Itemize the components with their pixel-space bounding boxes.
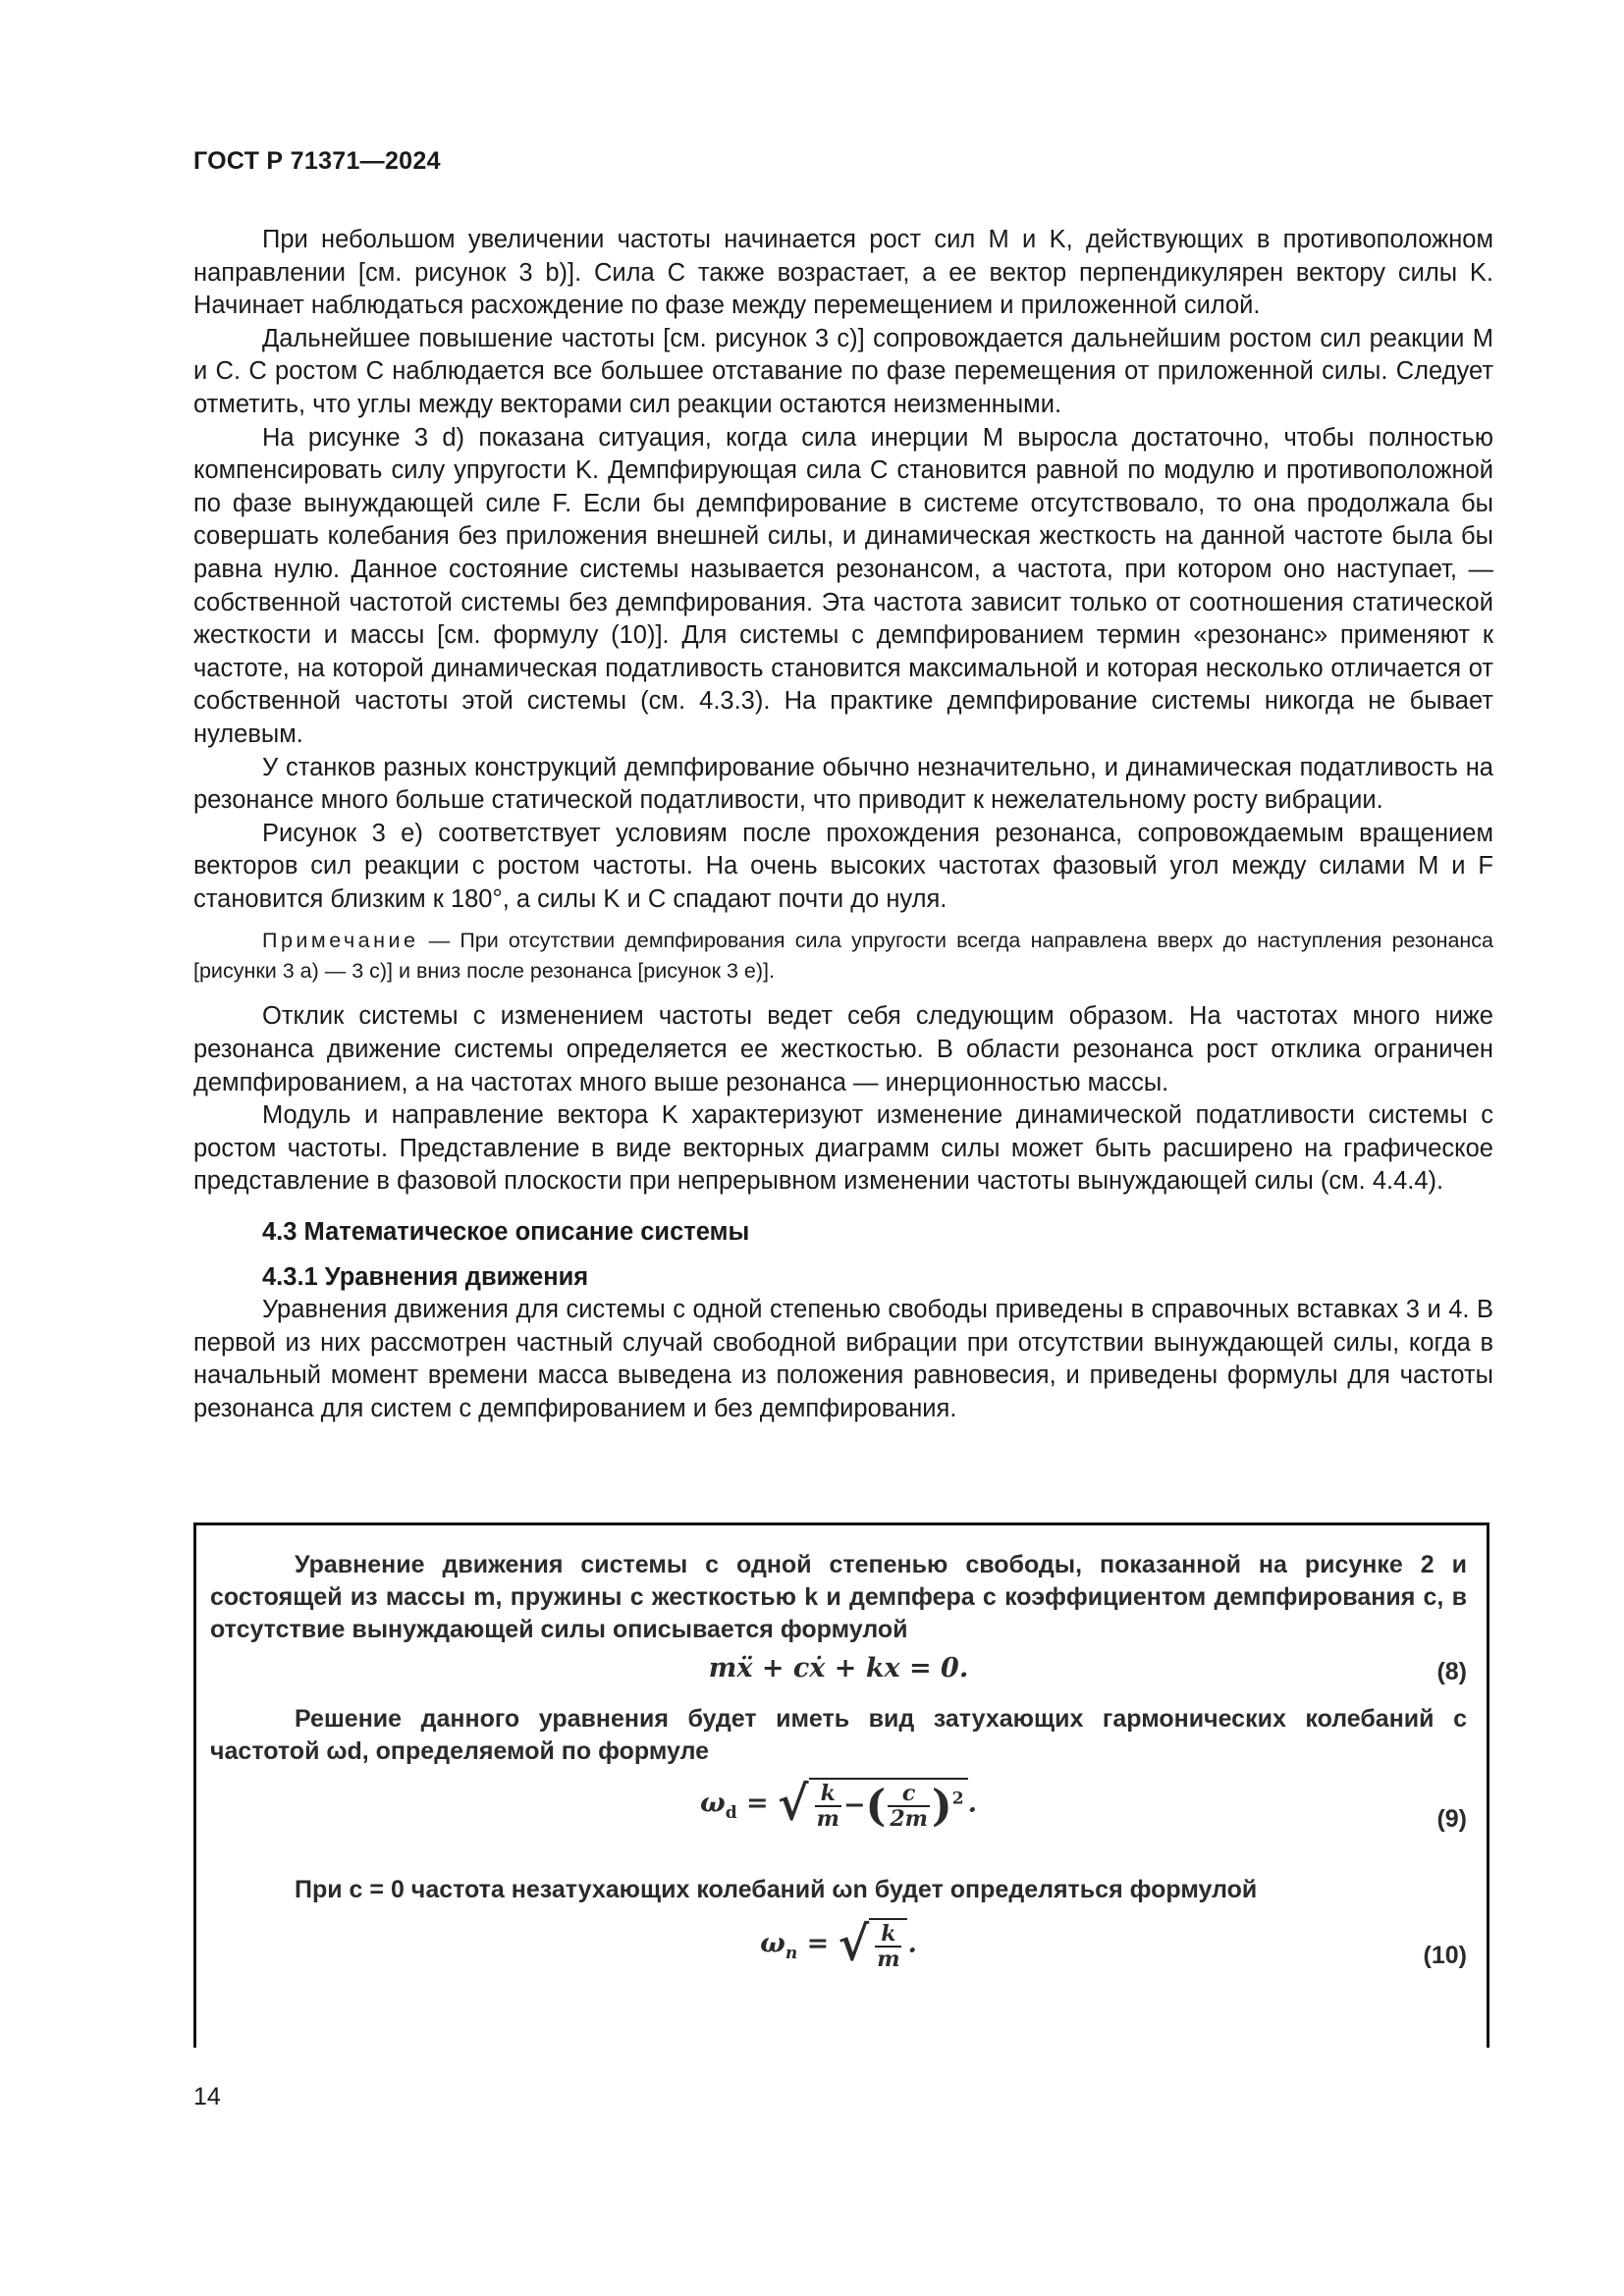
paragraph-further-increase: Дальнейшее повышение частоты [см. рисунок 3 c)] сопровождается дальнейшим ростом сил реакции M и C. С ростом C наблюдается все большее отставание по фазе перемещения от приложенной силы. Следует отметить, что углы между векторами сил реакции остаются неизменными.: [193, 324, 1493, 418]
equation-8-formula: mẍ + cẋ + kx = 0.: [708, 1653, 969, 1683]
box-solution: Решение данного уравнения будет иметь вид затухающих гармонических колебаний с частотой ωd, определяемой по формуле: [210, 1705, 1467, 1765]
note-text: — При отсутствии демпфирования сила упругости всегда направлена вверх до наступления резонанса [рисунки 3 a) — 3 c)] и вниз после резонанса [рисунок 3 e)].: [193, 929, 1493, 984]
section-heading-4-3: 4.3 Математическое описание системы: [262, 1218, 750, 1247]
equation-9-number: (9): [1436, 1805, 1467, 1833]
reference-box: [193, 1522, 1489, 2048]
note-label: Примечание: [262, 929, 419, 953]
equation-10-formula: $\omega_n$ = √ $\frac{k}{m}$ .: [760, 1916, 917, 1972]
equation-9: [210, 1774, 1467, 1868]
equation-10-number: (10): [1423, 1942, 1467, 1969]
paragraph-equations-intro: Уравнения движения для системы с одной степенью свободы приведены в справочных вставках 3 и 4. В первой из них рассмотрен частный случай свободной вибрации при отсутствии вынуждающей силы, когда в начальный момент времени масса выведена из положения равновесия, и приведены формулы для частоты резонанса для систем с демпфированием и без демпфирования.: [193, 1296, 1493, 1422]
page-number: 14: [193, 2083, 221, 2110]
equation-8: [210, 1652, 1467, 1697]
box-intro: Уравнение движения системы с одной степенью свободы, показанной на рисунке 2 и состоящей из массы m, пружины с жесткостью k и демпфера с коэффициентом демпфирования c, в отсутствие вынуждающей силы описывается формулой: [210, 1551, 1467, 1643]
paragraph-vector-k: Модуль и направление вектора K характеризуют изменение динамической податливости системы с ростом частоты. Представление в виде векторных диаграмм силы может быть расширено на графическое представление в фазовой плоскости при непрерывном изменении частоты вынуждающей силы (см. 4.4.4).: [193, 1101, 1493, 1196]
paragraph-after-resonance: Рисунок 3 e) соответствует условиям после прохождения резонанса, сопровождаемым вращением векторов сил реакции с ростом частоты. На очень высоких частотах фазовый угол между силами M и F становится близким к 180°, а силы K и C спадают почти до нуля.: [193, 819, 1493, 913]
paragraph-response: Отклик системы с изменением частоты ведет себя следующим образом. На частотах много ниже резонанса движение системы определяется ее жесткостью. В области резонанса рост отклика ограничен демпфированием, а на частотах много выше резонанса — инерционностью массы.: [193, 1002, 1493, 1096]
equation-9-formula: $\omega_d$ = √ $\frac{k}{m}$ −( $\frac{c}{2m}$ )$^2$ .: [700, 1776, 977, 1832]
section-heading-4-3-1: 4.3.1 Уравнения движения: [262, 1262, 589, 1291]
paragraph-resonance: На рисунке 3 d) показана ситуация, когда сила инерции M выросла достаточно, чтобы полностью компенсировать силу упругости K. Демпфирующая сила C становится равной по модулю и противоположной по фазе вынуждающей силе F. Если бы демпфирование в системе отсутствовало, то она продолжала бы совершать колебания без приложения внешней силы, и динамическая жесткость на данной частоте была бы равна нулю. Данное состояние системы называется резонансом, а частота, при котором оно наступает, — собственной частотой системы без демпфирования. Эта частота зависит только от соотношения статической жесткости и массы [см. формулу (10)]. Для системы с демпфированием термин «резонанс» применяют к частоте, на которой динамическая податливость становится максимальной и которая несколько отличается от собственной частоты этой системы (см. 4.3.3). На практике демпфирование системы никогда не бывает нулевым.: [193, 423, 1493, 748]
document-header: ГОСТ Р 71371—2024: [193, 147, 441, 175]
note: [193, 926, 1493, 987]
equation-8-number: (8): [1436, 1658, 1467, 1685]
main-text: [193, 224, 1493, 1426]
paragraph-machine-damping: У станков разных конструкций демпфирование обычно незначительно, и динамическая податливость на резонансе много больше статической податливости, что приводит к нежелательному росту вибрации.: [193, 753, 1493, 815]
sqrt-icon: √: [778, 1776, 809, 1832]
equation-10: [210, 1912, 1467, 2001]
paragraph-forces-growth: При небольшом увеличении частоты начинается рост сил M и K, действующих в противоположном направлении [см. рисунок 3 b)]. Сила C также возрастает, а ее вектор перпендикулярен вектору силы K. Начинает наблюдаться расхождение по фазе между перемещением и приложенной силой.: [193, 226, 1493, 320]
box-undamped: При c = 0 частота незатухающих колебаний ωn будет определяться формулой: [295, 1876, 1258, 1903]
sqrt-icon: √: [838, 1916, 870, 1972]
